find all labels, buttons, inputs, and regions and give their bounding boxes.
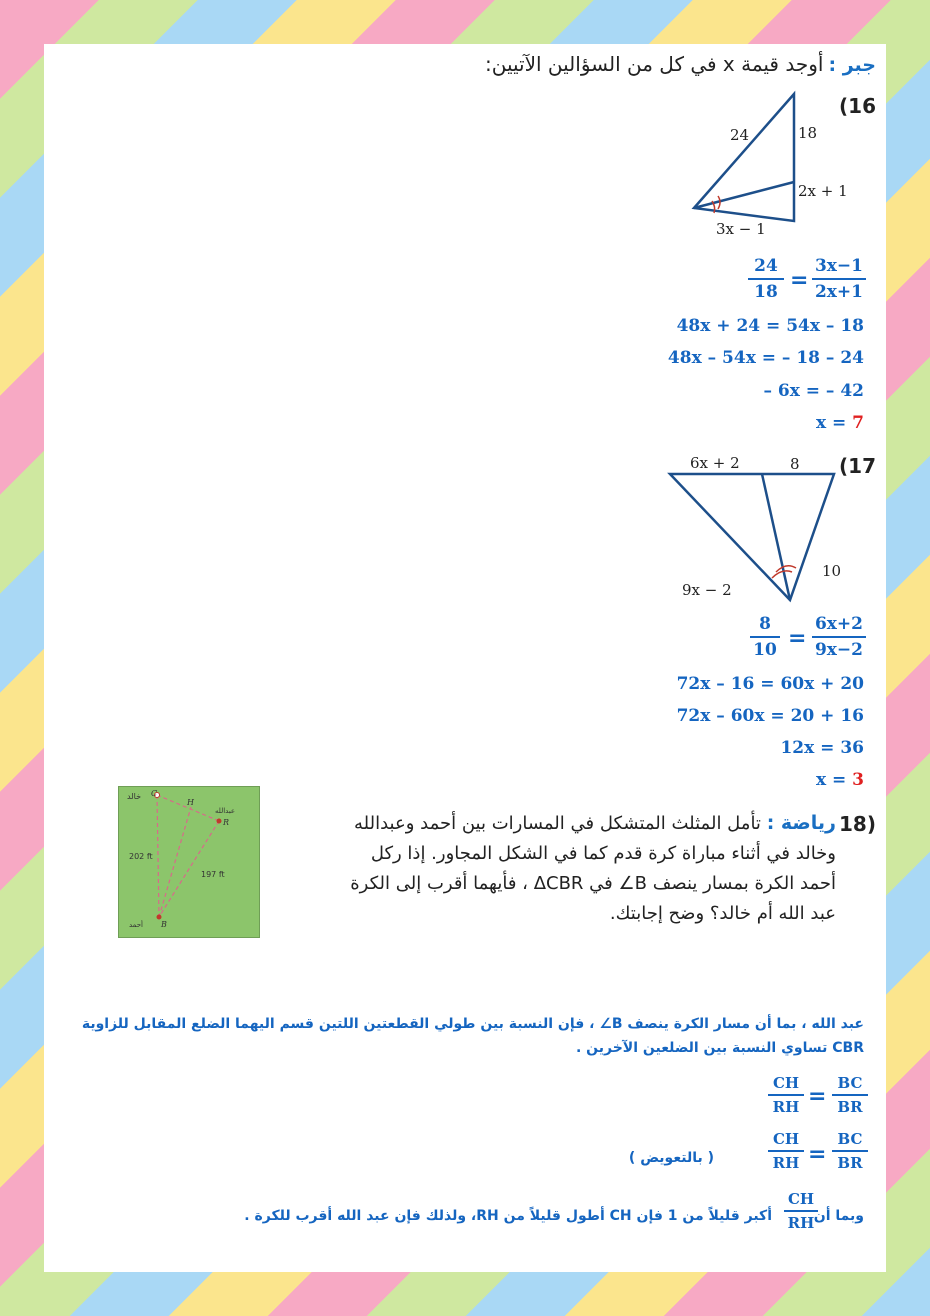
q18-abdullah-label: عبدالله (215, 807, 236, 815)
q16-step-3: – 6x = – 42 (763, 381, 864, 401)
q18-field-diagram (119, 787, 259, 937)
q16-label-bottom: 3x − 1 (716, 220, 766, 238)
q17-number: (17 (839, 454, 876, 478)
q18-number: 18) (839, 812, 876, 836)
q17-step-2: 72x – 60x = 20 + 16 (676, 706, 864, 726)
q16-label-top: 24 (730, 126, 750, 144)
answer-conclusion-start: وبما أن (813, 1208, 864, 1224)
q17-result: x = 3 (815, 770, 864, 790)
q17-step-3: 12x = 36 (780, 738, 864, 758)
q17-step-1: 72x – 16 = 60x + 20 (676, 674, 864, 694)
q16-number: (16 (839, 94, 876, 118)
answer-equals-2: = (808, 1142, 827, 1167)
q18-label: رياضة : (766, 812, 836, 834)
q18-question (336, 808, 836, 929)
q18-c-label: C (151, 789, 158, 798)
q17-label-right: 10 (822, 562, 842, 580)
q18-h-label: H (187, 798, 194, 807)
answer-frac1-left: $\frac{CH}{RH}$ (768, 1074, 804, 1116)
q16-step-2: 48x – 54x = – 18 – 24 (667, 348, 864, 368)
q17-triangle (656, 452, 856, 604)
header-instruction: أوجد قيمة x في كل من السؤالين الآتيين: (484, 52, 824, 76)
header-label: جبر : (828, 54, 876, 76)
q17-label-left: 9x − 2 (682, 581, 732, 599)
answer-frac1-right: $\frac{BC}{BR}$ (832, 1074, 868, 1116)
q17-figure (656, 452, 856, 608)
q18-field-figure (118, 786, 260, 938)
q16-step-1: 48x + 24 = 54x – 18 (676, 316, 864, 336)
answer-frac2-left: $\frac{CH}{RH}$ (768, 1130, 804, 1172)
answer-paragraph: عبد الله ، بما أن مسار الكرة ينصف B∠ ، فإن النسبة بين طولي القطعتين اللتين قسم اليهما الضلع المقابل للزاوية CBR تساوي النسبة بين الضلعين الآخرين . (81, 1016, 864, 1056)
q18-r-label: R (223, 818, 230, 827)
worksheet-page (44, 44, 886, 1272)
q18-ahmad-label: أحمد (129, 921, 143, 929)
q16-fraction-left: $\frac{24}{18}$ (748, 256, 784, 302)
answer-frac3: $\frac{CH}{RH}$ (784, 1190, 818, 1232)
q17-fraction-right: $\frac{6x+2}{9x-2}$ (812, 614, 866, 660)
q18-left-length: 202 ft (129, 852, 153, 861)
q18-right-length: 197 ft (201, 870, 225, 879)
q17-fraction-left: $\frac{8}{10}$ (750, 614, 780, 660)
q16-figure (684, 88, 854, 242)
q18-khalid-label: خالد (127, 792, 142, 801)
q18-b-label: B (161, 920, 167, 929)
q16-equals: = (790, 268, 809, 293)
q16-result: x = 7 (815, 413, 864, 433)
answer-frac2-right: $\frac{BC}{BR}$ (832, 1130, 868, 1172)
q16-triangle (684, 88, 854, 238)
q17-label-top-right: 8 (790, 455, 800, 473)
q17-label-top-left: 6x + 2 (690, 454, 740, 472)
answer-equals-1: = (808, 1084, 827, 1109)
answer-conclusion-end: أكبر قليلاً من 1 فإن CH أطول قليلاً من RH، ولذلك فإن عبد الله أقرب للكرة . (244, 1208, 772, 1224)
q17-equals: = (788, 626, 807, 651)
header (485, 52, 876, 76)
q16-label-right-bottom: 2x + 1 (798, 182, 848, 200)
q18-text: تأمل المثلث المتشكل في المسارات بين أحمد وعبدالله وخالد في أثناء مباراة كرة قدم كما في الشكل المجاور. إذا ركل أحمد الكرة بمسار ينصف B∠ في ΔCBR ، فأيهما أقرب إلى الكرة عبد الله أم خالد؟ وضح إجابتك. (350, 813, 836, 924)
q16-label-right-top: 18 (798, 124, 818, 142)
q16-fraction-right: $\frac{3x-1}{2x+1}$ (812, 256, 866, 302)
answer-substitution: ( بالتعويض ) (628, 1150, 714, 1166)
